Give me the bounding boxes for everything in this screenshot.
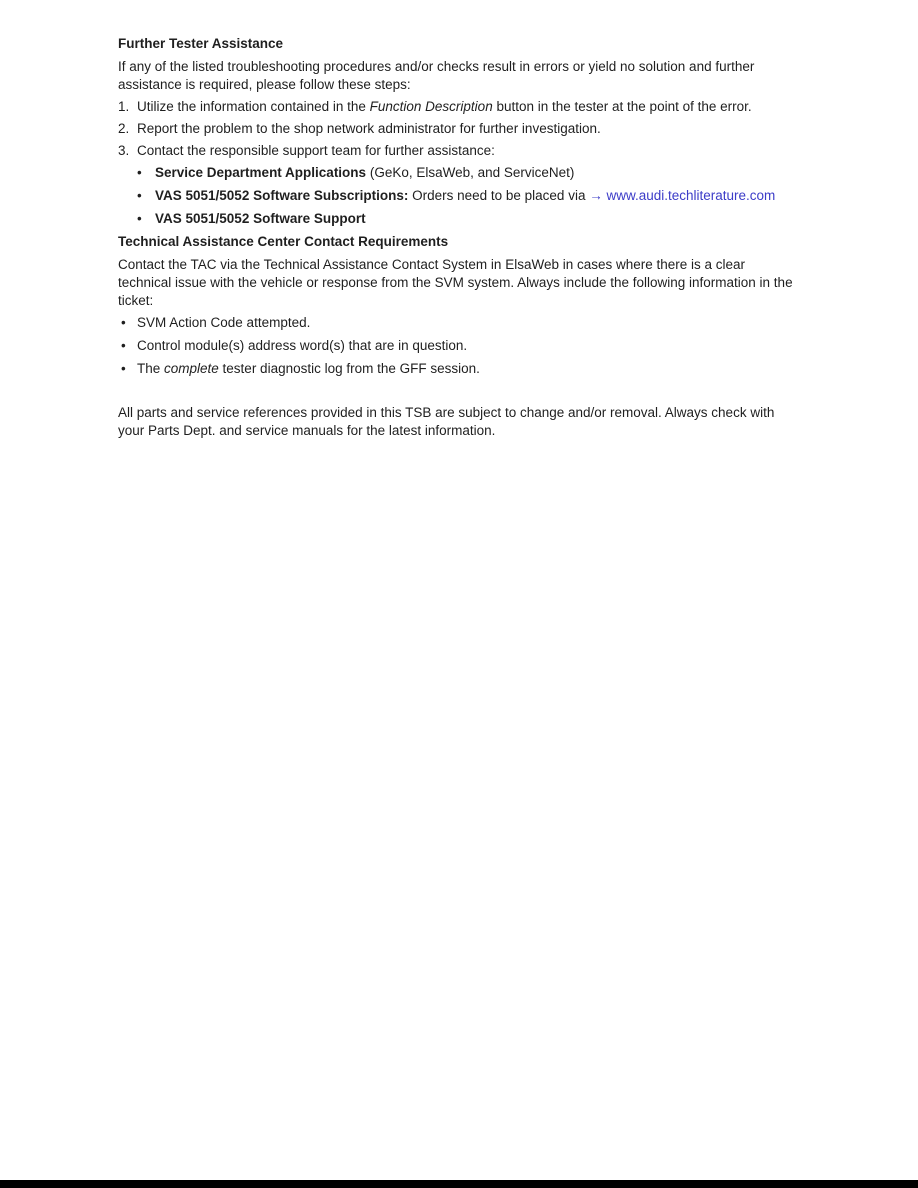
step-1-text [137, 98, 752, 116]
text-run: tester diagnostic log from the GFF session. [218, 361, 480, 376]
bullet-text [155, 164, 574, 182]
bullet-service-department-applications [137, 164, 798, 182]
techliterature-link[interactable]: www.audi.techliterature.com [606, 188, 776, 203]
bullet-svm-action-code [121, 314, 798, 332]
text-run: Control module(s) address word(s) that are in question. [137, 338, 468, 353]
bullet-text [155, 187, 775, 205]
bottom-black-bar [0, 1180, 918, 1188]
heading-tac-contact-requirements: Technical Assistance Center Contact Requirements [118, 234, 449, 249]
bullet-text [137, 360, 480, 378]
text-run: Report the problem to the shop network administrator for further investigation. [137, 121, 601, 136]
bullet-software-support [137, 210, 798, 228]
text-run-bold: VAS 5051/5052 Software Subscriptions: [155, 188, 409, 203]
arrow-right-icon: → [589, 188, 607, 203]
bullet-text [137, 314, 310, 332]
bullet-icon: • [121, 315, 126, 330]
intro-paragraph: If any of the listed troubleshooting procedures and/or checks result in errors or yield no solution and further assistance is required, please follow these steps: [118, 59, 755, 92]
step-1-number: 1. [118, 99, 130, 114]
tac-paragraph: Contact the TAC via the Technical Assistance Contact System in ElsaWeb in cases where there is a clear technical issue with the vehicle or response from the SVM system. Always include the following information in the ticket: [118, 257, 793, 308]
disclaimer-paragraph: All parts and service references provided in this TSB are subject to change and/or removal. Always check with your Parts Dept. and service manuals for the latest information. [118, 405, 775, 438]
text-run: Contact the responsible support team for further assistance: [137, 143, 495, 158]
bullet-icon: • [137, 211, 142, 226]
step-2-text [137, 120, 601, 138]
step-2 [118, 120, 798, 138]
bullet-icon: • [121, 361, 126, 376]
bullet-control-modules [121, 337, 798, 355]
step-3-text [137, 142, 495, 160]
step-3-number: 3. [118, 143, 130, 158]
bullet-software-subscriptions [137, 187, 798, 205]
numbered-steps-list [118, 98, 798, 160]
step-2-number: 2. [118, 121, 130, 136]
text-run: SVM Action Code attempted. [137, 315, 311, 330]
bullet-icon: • [137, 165, 142, 180]
bullet-text [137, 337, 467, 355]
document-content [118, 35, 798, 444]
text-run-bold: Service Department Applications [155, 165, 367, 180]
bullet-diagnostic-log [121, 360, 798, 378]
step-3 [118, 142, 798, 160]
text-run: button in the tester at the point of the error. [492, 99, 752, 114]
tac-ticket-bullet-list [121, 314, 798, 378]
text-run-italic: Function Description [369, 99, 493, 114]
text-run: The [137, 361, 165, 376]
text-run: (GeKo, ElsaWeb, and ServiceNet) [366, 165, 575, 180]
text-run-italic: complete [164, 361, 219, 376]
text-run-bold: VAS 5051/5052 Software Support [155, 211, 366, 226]
text-run: Utilize the information contained in the [137, 99, 370, 114]
text-run: Orders need to be placed via [408, 188, 590, 203]
support-team-bullet-list [137, 164, 798, 228]
bullet-icon: • [137, 188, 142, 203]
step-1 [118, 98, 798, 116]
bullet-icon: • [121, 338, 126, 353]
heading-further-tester-assistance: Further Tester Assistance [118, 36, 284, 51]
